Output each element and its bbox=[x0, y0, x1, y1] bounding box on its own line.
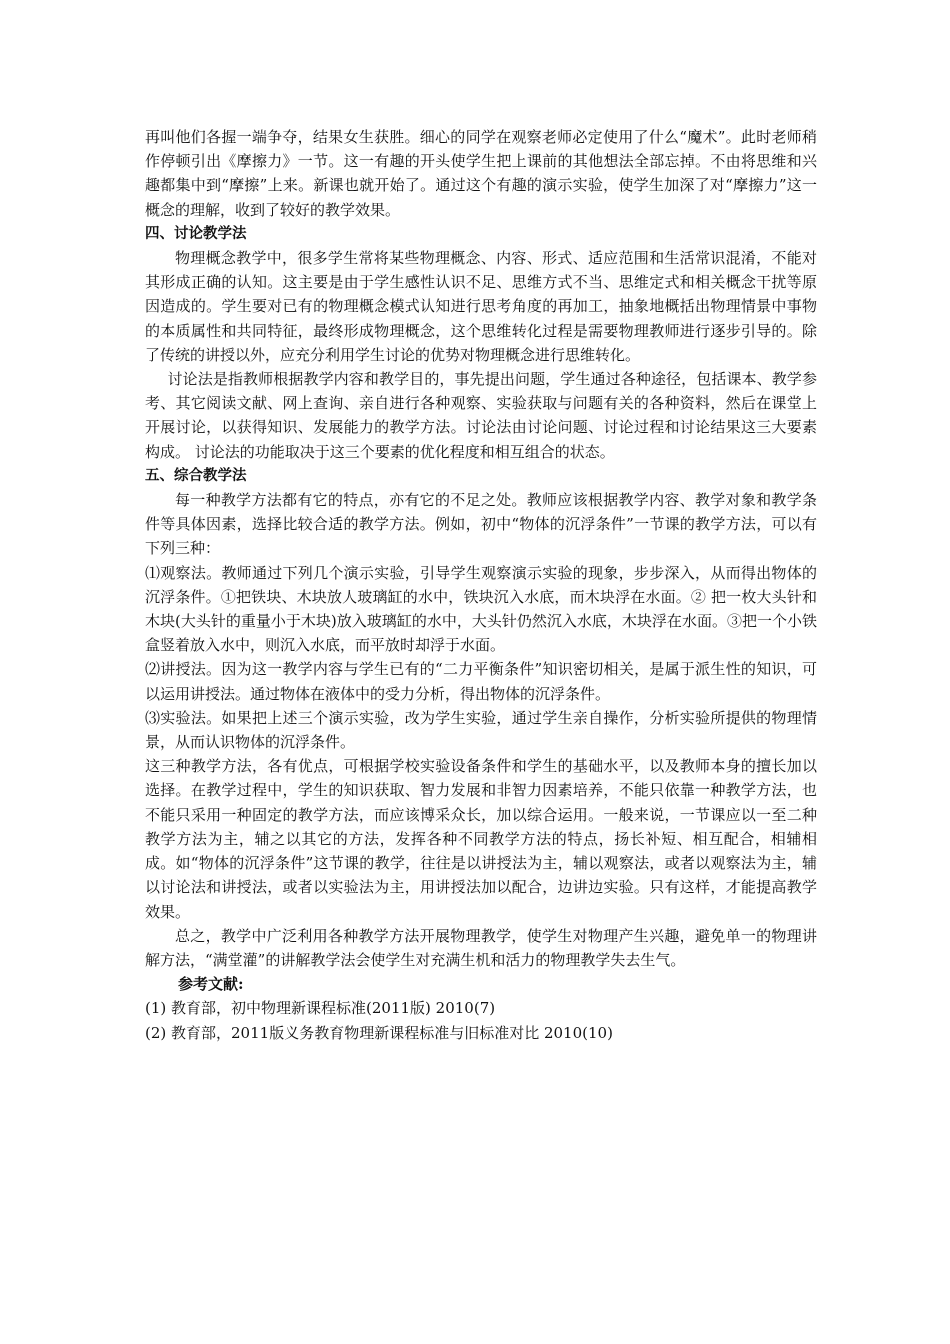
method-observation: ⑴观察法。教师通过下列几个演示实验，引导学生观察演示实验的现象，步步深入，从而得出物体的沉浮条件。①把铁块、木块放人玻璃缸的水中，铁块沉入水底，而木块浮在水面。② 把一枚大头针和木块(大头针的重量小于木块)放入玻璃缸的水中，大头针仍然沉入水底，木块浮在水面。③把一个小铁盒竖着放入水中，则沉入水底，而平放时却浮于水面。 bbox=[145, 563, 817, 655]
paragraph-method-selection: 这三种教学方法，各有优点，可根据学校实验设备条件和学生的基础水平，以及教师本身的擅长加以选择。在教学过程中，学生的知识获取、智力发展和非智力因素培养，不能只依靠一种教学方法，也不能只采用一种固定的教学方法，而应该博采众长，加以综合运用。一般来说，一节课应以一至二种教学方法为主，辅之以其它的方法，发挥各种不同教学方法的特点，扬长补短、相互配合，相辅相成。如“物体的沉浮条件”这节课的教学，往往是以讲授法为主，辅以观察法，或者以观察法为主，辅以讨论法和讲授法，或者以实验法为主，用讲授法加以配合，边讲边实验。只有这样，才能提高教学效果。 bbox=[145, 757, 817, 921]
paragraph-discussion-definition: 讨论法是指教师根据教学内容和教学目的，事先提出问题，学生通过各种途径，包括课本、教学参考、其它阅读文献、网上查询、亲自进行各种观察、实验获取与问题有关的各种资料，然后在课堂上开展讨论，以获得知识、发展能力的教学方法。讨论法由讨论问题、讨论过程和讨论结果这三大要素构成。 讨论法的功能取决于这三个要素的优化程度和相互组合的状态。 bbox=[145, 370, 817, 461]
method-lecture: ⑵讲授法。因为这一教学内容与学生已有的“二力平衡条件”知识密切相关，是属于派生性的知识，可以运用讲授法。通过物体在液体中的受力分析，得出物体的沉浮条件。 bbox=[145, 660, 817, 703]
paragraph-conclusion: 总之，教学中广泛利用各种教学方法开展物理教学，使学生对物理产生兴趣，避免单一的物理讲解方法，“满堂灌”的讲解教学法会使学生对充满生机和活力的物理教学失去生气。 bbox=[145, 926, 817, 969]
paragraph-intro-continued: 再叫他们各握一端争夺，结果女生获胜。细心的同学在观察老师必定使用了什么“魔术”。此时老师稍作停顿引出《摩擦力》一节。这一有趣的开头使学生把上课前的其他想法全部忘掉。不由将思维和兴趣都集中到“摩擦”上来。新课也就开始了。通过这个有趣的演示实验，使学生加深了对“摩擦力”这一概念的理解，收到了较好的教学效果。 bbox=[145, 128, 817, 219]
references-title: 参考文献: bbox=[178, 975, 244, 994]
reference-item: (1) 教育部，初中物理新课程标准(2011版) 2010(7) bbox=[145, 999, 496, 1018]
section-heading-discussion: 四、讨论教学法 bbox=[145, 225, 247, 242]
reference-item: (2) 教育部，2011版义务教育物理新课程标准与旧标准对比 2010(10) bbox=[145, 1023, 613, 1042]
paragraph-discussion-concepts: 物理概念教学中，很多学生常将某些物理概念、内容、形式、适应范围和生活常识混淆，不能对其形成正确的认知。这主要是由于学生感性认识不足、思维方式不当、思维定式和相关概念干扰等原因造成的。学生要对已有的物理概念模式认知进行思考角度的再加工，抽象地概括出物理情景中事物的本质属性和共同特征，最终形成物理概念，这个思维转化过程是需要物理教师进行逐步引导的。除了传统的讲授以外，应充分利用学生讨论的优势对物理概念进行思维转化。 bbox=[145, 249, 817, 364]
section-heading-comprehensive: 五、综合教学法 bbox=[145, 467, 247, 484]
paragraph-comprehensive-intro: 每一种教学方法都有它的特点，亦有它的不足之处。教师应该根据教学内容、教学对象和教学条件等具体因素，选择比较合适的教学方法。例如，初中“物体的沉浮条件”一节课的教学方法，可以有下列三种： bbox=[145, 491, 817, 558]
method-experiment: ⑶实验法。如果把上述三个演示实验，改为学生实验，通过学生亲自操作，分析实验所提供的物理情景，从而认识物体的沉浮条件。 bbox=[145, 708, 817, 752]
document-page bbox=[145, 125, 817, 1045]
